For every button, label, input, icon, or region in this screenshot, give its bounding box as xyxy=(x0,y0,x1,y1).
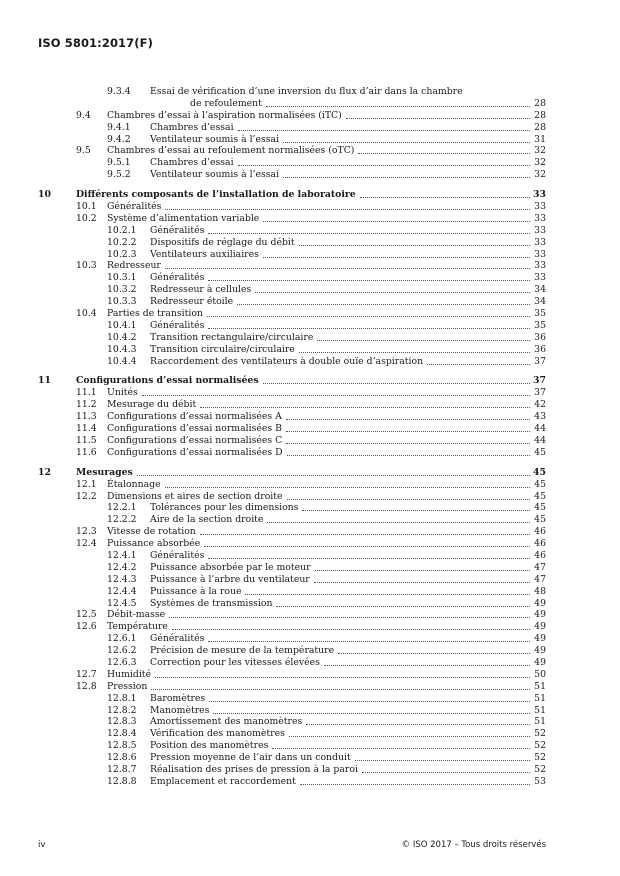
dot-leader xyxy=(200,399,530,408)
dot-leader xyxy=(172,621,530,630)
dot-leader xyxy=(286,423,530,432)
toc-entry-page: 46 xyxy=(534,526,546,538)
dot-leader xyxy=(208,320,530,329)
toc-entry-title: Pression xyxy=(107,680,148,692)
toc-entry[interactable] xyxy=(38,538,546,550)
toc-entry-title: Systèmes de transmission xyxy=(150,597,273,609)
toc-entry-title-line2: de refoulement xyxy=(190,97,262,109)
dot-leader xyxy=(151,681,530,690)
toc-entry-page: 33 xyxy=(534,272,546,284)
dot-leader xyxy=(314,574,530,583)
toc-entry-number: 12.4.4 xyxy=(107,585,137,597)
toc-entry[interactable] xyxy=(38,344,546,356)
toc-entry[interactable] xyxy=(38,586,546,598)
toc-entry[interactable] xyxy=(38,86,546,98)
dot-leader xyxy=(165,479,530,488)
dot-leader xyxy=(283,134,530,143)
toc-entry-page: 44 xyxy=(534,434,546,446)
toc-entry-page: 49 xyxy=(534,609,546,621)
toc-entry-number: 10.2 xyxy=(76,212,97,224)
toc-entry[interactable] xyxy=(38,693,546,705)
toc-entry-page: 49 xyxy=(534,621,546,633)
dot-leader xyxy=(238,122,530,131)
toc-entry-title: Généralités xyxy=(107,201,162,213)
toc-entry[interactable] xyxy=(38,728,546,740)
toc-entry-title: Puissance à l’arbre du ventilateur xyxy=(150,573,310,585)
toc-entry[interactable] xyxy=(38,201,546,213)
section-gap xyxy=(38,459,546,467)
toc-entry-number: 12.4.2 xyxy=(107,561,137,573)
toc-entry-page: 28 xyxy=(534,97,546,109)
toc-entry[interactable] xyxy=(38,356,546,368)
toc-entry-number: 12.2.1 xyxy=(107,502,137,514)
toc-entry-number: 11 xyxy=(38,375,51,387)
toc-entry-page: 35 xyxy=(534,319,546,331)
toc-entry-title: Chambres d’essai au refoulement normalisées (oTC) xyxy=(107,145,355,157)
toc-entry[interactable] xyxy=(38,249,546,261)
table-of-contents xyxy=(38,86,546,788)
dot-leader xyxy=(299,344,530,353)
toc-entry-title: Configurations d’essai normalisées D xyxy=(107,446,283,458)
toc-entry-title: Configurations d’essai normalisées C xyxy=(107,434,283,446)
toc-entry-title: Réalisation des prises de pression à la paroi xyxy=(150,763,358,775)
dot-leader xyxy=(286,411,530,420)
toc-entry-number: 12.8.5 xyxy=(107,740,137,752)
section-gap xyxy=(38,181,546,189)
toc-entry-title: Généralités xyxy=(150,224,205,236)
toc-entry[interactable] xyxy=(38,764,546,776)
toc-entry[interactable] xyxy=(38,479,546,491)
toc-entry[interactable] xyxy=(38,705,546,717)
toc-entry-number: 12.6.1 xyxy=(107,633,137,645)
toc-entry-number: 12.4 xyxy=(76,538,97,550)
toc-entry-page: 45 xyxy=(534,502,546,514)
toc-entry-title: Chambres d’essai xyxy=(150,121,234,133)
toc-entry-number: 10.3.1 xyxy=(107,272,137,284)
dot-leader xyxy=(208,272,530,281)
toc-entry[interactable] xyxy=(38,237,546,249)
toc-entry[interactable] xyxy=(38,225,546,237)
dot-leader xyxy=(165,201,530,210)
toc-entry-page: 49 xyxy=(534,645,546,657)
toc-entry[interactable] xyxy=(38,387,546,399)
toc-entry-title: Emplacement et raccordement xyxy=(150,775,296,787)
toc-entry-title: Puissance absorbée par le moteur xyxy=(150,561,311,573)
toc-entry-title: Différents composants de l’installation de laboratoire xyxy=(76,189,356,201)
toc-entry-number: 12.6 xyxy=(76,621,97,633)
dot-leader xyxy=(209,693,530,702)
toc-entry-number: 10 xyxy=(38,189,51,201)
toc-entry-page: 34 xyxy=(534,296,546,308)
toc-entry[interactable] xyxy=(38,435,546,447)
toc-entry-number: 10.4.1 xyxy=(107,319,137,331)
toc-entry[interactable] xyxy=(38,272,546,284)
toc-entry-number: 12.2 xyxy=(76,490,97,502)
toc-entry-number: 10.2.3 xyxy=(107,248,137,260)
toc-entry-page: 32 xyxy=(534,157,546,169)
toc-entry-title: Système d’alimentation variable xyxy=(107,212,260,224)
toc-entry-title: Redresseur étoile xyxy=(150,296,234,308)
dot-leader xyxy=(427,356,530,365)
toc-entry-title: Aire de la section droite xyxy=(150,514,264,526)
toc-entry-number: 9.5 xyxy=(76,145,91,157)
toc-entry-page: 52 xyxy=(534,728,546,740)
toc-entry-page: 33 xyxy=(534,224,546,236)
toc-entry-page: 45 xyxy=(534,514,546,526)
toc-entry-page: 32 xyxy=(534,145,546,157)
toc-entry-page: 31 xyxy=(534,133,546,145)
toc-entry[interactable] xyxy=(38,598,546,610)
toc-entry-page: 51 xyxy=(534,716,546,728)
toc-entry-title: Redresseur à cellules xyxy=(150,284,252,296)
toc-entry-page: 50 xyxy=(534,668,546,680)
toc-entry-page: 34 xyxy=(534,284,546,296)
toc-entry-page: 45 xyxy=(534,446,546,458)
toc-entry-number: 12.4.5 xyxy=(107,597,137,609)
toc-entry-title: Ventilateurs auxiliaires xyxy=(150,248,259,260)
toc-entry[interactable] xyxy=(38,189,546,201)
toc-entry-number: 9.4 xyxy=(76,109,91,121)
dot-leader xyxy=(263,249,530,258)
toc-entry-title: Vitesse de rotation xyxy=(107,526,196,538)
toc-entry-number: 12.8.7 xyxy=(107,763,137,775)
toc-entry[interactable] xyxy=(38,122,546,134)
toc-entry-page: 46 xyxy=(534,549,546,561)
toc-entry-title: Puissance à la roue xyxy=(150,585,242,597)
dot-leader xyxy=(267,514,530,523)
toc-entry[interactable] xyxy=(38,308,546,320)
toc-entry-title: Humidité xyxy=(107,668,152,680)
toc-entry-page: 49 xyxy=(534,597,546,609)
toc-entry-title: Généralités xyxy=(150,549,205,561)
toc-entry-title: Généralités xyxy=(150,633,205,645)
page-number: iv xyxy=(38,840,46,850)
dot-leader xyxy=(208,633,530,642)
toc-entry-page: 52 xyxy=(534,752,546,764)
dot-leader xyxy=(165,260,530,269)
toc-entry-title: Amortissement des manomètres xyxy=(150,716,303,728)
toc-entry[interactable] xyxy=(38,467,546,479)
toc-entry-page: 43 xyxy=(534,411,546,423)
toc-entry-title: Essai de vérification d’une inversion du flux d’air dans la chambre xyxy=(150,86,463,97)
toc-entry-number: 12 xyxy=(38,466,51,478)
toc-entry-number: 12.8.8 xyxy=(107,775,137,787)
toc-entry-number: 12.8.3 xyxy=(107,716,137,728)
dot-leader xyxy=(286,435,530,444)
toc-entry-title: Puissance absorbée xyxy=(107,538,201,550)
dot-leader xyxy=(213,705,530,714)
toc-entry-title: Redresseur xyxy=(107,260,161,272)
dot-leader xyxy=(137,467,530,476)
toc-entry-number: 9.4.2 xyxy=(107,133,131,145)
toc-entry-number: 12.7 xyxy=(76,668,97,680)
toc-entry[interactable] xyxy=(38,169,546,181)
toc-entry-page: 28 xyxy=(534,109,546,121)
dot-leader xyxy=(300,776,530,785)
toc-entry-number: 12.8.2 xyxy=(107,704,137,716)
dot-leader xyxy=(302,502,530,511)
toc-entry-number: 10.4 xyxy=(76,308,97,320)
toc-entry-page: 37 xyxy=(533,375,546,387)
toc-entry-page: 33 xyxy=(534,201,546,213)
toc-entry[interactable] xyxy=(38,681,546,693)
dot-leader xyxy=(338,645,530,654)
dot-leader xyxy=(317,332,530,341)
toc-entry[interactable] xyxy=(38,157,546,169)
dot-leader xyxy=(266,98,530,107)
toc-entry[interactable] xyxy=(38,776,546,788)
toc-entry-title: Transition rectangulaire/circulaire xyxy=(150,331,314,343)
toc-entry[interactable] xyxy=(38,411,546,423)
dot-leader xyxy=(272,740,530,749)
toc-entry-page: 47 xyxy=(534,561,546,573)
dot-leader xyxy=(169,609,530,618)
toc-entry-title: Mesurage du débit xyxy=(107,399,197,411)
toc-entry-page: 28 xyxy=(534,121,546,133)
toc-entry-number: 11.4 xyxy=(76,423,97,435)
toc-entry-number: 10.1 xyxy=(76,201,97,213)
toc-entry-title: Configurations d’essai normalisées B xyxy=(107,423,282,435)
toc-entry[interactable] xyxy=(38,526,546,538)
toc-entry[interactable] xyxy=(38,260,546,272)
toc-entry-page: 36 xyxy=(534,343,546,355)
toc-entry-page: 33 xyxy=(534,260,546,272)
toc-entry-page: 49 xyxy=(534,656,546,668)
toc-entry-title: Chambres d’essai à l’aspiration normalisées (iTC) xyxy=(107,109,342,121)
toc-entry[interactable] xyxy=(38,145,546,157)
toc-entry-title: Raccordement des ventilateurs à double ouïe d’aspiration xyxy=(150,355,424,367)
toc-entry-page: 46 xyxy=(534,538,546,550)
toc-entry[interactable] xyxy=(38,447,546,459)
dot-leader xyxy=(208,225,530,234)
toc-entry-page: 42 xyxy=(534,399,546,411)
toc-entry-title: Précision de mesure de la température xyxy=(150,645,335,657)
toc-entry[interactable] xyxy=(38,657,546,669)
dot-leader xyxy=(355,752,530,761)
toc-entry-title: Chambres d’essai xyxy=(150,157,234,169)
toc-entry[interactable] xyxy=(38,514,546,526)
toc-entry-page: 45 xyxy=(534,478,546,490)
toc-entry[interactable] xyxy=(38,645,546,657)
toc-entry-title: Parties de transition xyxy=(107,308,203,320)
toc-entry-page: 33 xyxy=(534,248,546,260)
toc-entry-number: 10.3 xyxy=(76,260,97,272)
section-gap xyxy=(38,367,546,375)
toc-entry-number: 12.1 xyxy=(76,478,97,490)
toc-entry-title: Transition circulaire/circulaire xyxy=(150,343,295,355)
toc-entry[interactable] xyxy=(38,669,546,681)
toc-entry-number: 12.4.1 xyxy=(107,549,137,561)
toc-entry-title: Correction pour les vitesses élevées xyxy=(150,656,320,668)
toc-entry[interactable] xyxy=(38,491,546,503)
toc-entry-number: 10.3.3 xyxy=(107,296,137,308)
toc-entry[interactable] xyxy=(38,562,546,574)
toc-entry-number: 12.4.3 xyxy=(107,573,137,585)
dot-leader xyxy=(207,308,530,317)
toc-entry-page: 37 xyxy=(534,355,546,367)
dot-leader xyxy=(324,657,530,666)
dot-leader xyxy=(287,447,530,456)
dot-leader xyxy=(287,491,530,500)
toc-entry[interactable] xyxy=(38,752,546,764)
toc-entry[interactable] xyxy=(38,550,546,562)
dot-leader xyxy=(358,145,530,154)
toc-entry[interactable] xyxy=(38,134,546,146)
toc-entry-title: Configurations d’essai normalisées xyxy=(76,375,259,387)
toc-entry-continuation[interactable] xyxy=(38,98,546,110)
toc-entry-title: Dispositifs de réglage du débit xyxy=(150,236,295,248)
toc-entry-number: 11.5 xyxy=(76,434,97,446)
toc-entry[interactable] xyxy=(38,574,546,586)
toc-entry-number: 12.6.2 xyxy=(107,645,137,657)
toc-entry-title: Dimensions et aires de section droite xyxy=(107,490,283,502)
toc-entry[interactable] xyxy=(38,609,546,621)
toc-entry-page: 36 xyxy=(534,331,546,343)
dot-leader xyxy=(155,669,530,678)
dot-leader xyxy=(263,213,530,222)
toc-entry-number: 9.5.1 xyxy=(107,157,131,169)
toc-entry-number: 12.5 xyxy=(76,609,97,621)
toc-entry-title: Ventilateur soumis à l’essai xyxy=(150,169,280,181)
toc-entry-page: 35 xyxy=(534,308,546,320)
toc-entry-number: 11.3 xyxy=(76,411,97,423)
toc-entry[interactable] xyxy=(38,320,546,332)
toc-entry[interactable] xyxy=(38,740,546,752)
toc-entry[interactable] xyxy=(38,284,546,296)
dot-leader xyxy=(299,237,530,246)
dot-leader xyxy=(276,598,530,607)
toc-entry-title: Mesurages xyxy=(76,466,133,478)
dot-leader xyxy=(346,110,530,119)
dot-leader xyxy=(238,157,530,166)
toc-entry-number: 9.5.2 xyxy=(107,169,131,181)
toc-entry[interactable] xyxy=(38,716,546,728)
toc-entry-number: 10.2.2 xyxy=(107,236,137,248)
dot-leader xyxy=(204,538,530,547)
toc-entry-number: 12.8.4 xyxy=(107,728,137,740)
dot-leader xyxy=(360,189,530,198)
toc-entry-title: Débit-masse xyxy=(107,609,166,621)
toc-entry-page: 53 xyxy=(534,775,546,787)
document-header: ISO 5801:2017(F) xyxy=(38,36,153,50)
dot-leader xyxy=(237,296,530,305)
toc-entry-page: 52 xyxy=(534,763,546,775)
dot-leader xyxy=(245,586,530,595)
toc-entry[interactable] xyxy=(38,375,546,387)
toc-entry-title: Tolérances pour les dimensions xyxy=(150,502,299,514)
toc-entry-title: Position des manomètres xyxy=(150,740,269,752)
dot-leader xyxy=(263,375,530,384)
toc-entry-number: 12.2.2 xyxy=(107,514,137,526)
toc-entry-title: Température xyxy=(107,621,168,633)
toc-entry-title: Pression moyenne de l’air dans un conduit xyxy=(150,752,351,764)
copyright-notice: © ISO 2017 – Tous droits réservés xyxy=(401,840,546,850)
toc-entry[interactable] xyxy=(38,621,546,633)
toc-entry-page: 52 xyxy=(534,740,546,752)
toc-entry-page: 48 xyxy=(534,585,546,597)
toc-entry-number: 12.6.3 xyxy=(107,656,137,668)
dot-leader xyxy=(283,169,530,178)
toc-entry-title: Configurations d’essai normalisées A xyxy=(107,411,282,423)
toc-entry-title: Ventilateur soumis à l’essai xyxy=(150,133,280,145)
toc-entry-page: 32 xyxy=(534,169,546,181)
toc-entry-number: 10.4.4 xyxy=(107,355,137,367)
toc-entry-page: 51 xyxy=(534,704,546,716)
toc-entry-page: 45 xyxy=(534,490,546,502)
toc-entry-number: 12.3 xyxy=(76,526,97,538)
toc-entry-page: 37 xyxy=(534,387,546,399)
toc-entry[interactable] xyxy=(38,633,546,645)
toc-entry[interactable] xyxy=(38,399,546,411)
dot-leader xyxy=(208,550,530,559)
toc-entry-number: 12.8 xyxy=(76,680,97,692)
toc-entry-page: 44 xyxy=(534,423,546,435)
toc-entry-page: 51 xyxy=(534,680,546,692)
dot-leader xyxy=(315,562,530,571)
toc-entry-number: 9.3.4 xyxy=(107,86,131,97)
dot-leader xyxy=(289,728,530,737)
toc-entry-number: 12.8.6 xyxy=(107,752,137,764)
dot-leader xyxy=(306,716,530,725)
toc-entry[interactable] xyxy=(38,213,546,225)
toc-entry-page: 33 xyxy=(534,236,546,248)
toc-entry-title: Baromètres xyxy=(150,692,206,704)
toc-entry-number: 11.1 xyxy=(76,387,97,399)
dot-leader xyxy=(142,387,530,396)
toc-entry[interactable] xyxy=(38,423,546,435)
toc-entry-number: 11.6 xyxy=(76,446,97,458)
toc-entry-title: Unités xyxy=(107,387,138,399)
toc-entry-page: 33 xyxy=(533,189,546,201)
toc-entry[interactable] xyxy=(38,296,546,308)
toc-entry-number: 10.4.3 xyxy=(107,343,137,355)
toc-entry-page: 45 xyxy=(533,466,546,478)
dot-leader xyxy=(362,764,530,773)
toc-entry-title: Étalonnage xyxy=(107,478,161,490)
toc-entry-title: Généralités xyxy=(150,319,205,331)
toc-entry-page: 49 xyxy=(534,633,546,645)
toc-entry-title: Vérification des manomètres xyxy=(150,728,285,740)
toc-entry-page: 51 xyxy=(534,692,546,704)
toc-entry-number: 12.8.1 xyxy=(107,692,137,704)
toc-entry-page: 47 xyxy=(534,573,546,585)
dot-leader xyxy=(200,526,530,535)
toc-entry-number: 10.2.1 xyxy=(107,224,137,236)
toc-entry-title: Généralités xyxy=(150,272,205,284)
toc-entry-number: 10.3.2 xyxy=(107,284,137,296)
toc-entry-number: 9.4.1 xyxy=(107,121,131,133)
dot-leader xyxy=(255,284,530,293)
toc-entry-title: Manomètres xyxy=(150,704,210,716)
toc-entry-page: 33 xyxy=(534,212,546,224)
toc-entry[interactable] xyxy=(38,332,546,344)
toc-entry[interactable] xyxy=(38,502,546,514)
toc-entry-number: 11.2 xyxy=(76,399,97,411)
toc-entry[interactable] xyxy=(38,110,546,122)
toc-entry-number: 10.4.2 xyxy=(107,331,137,343)
